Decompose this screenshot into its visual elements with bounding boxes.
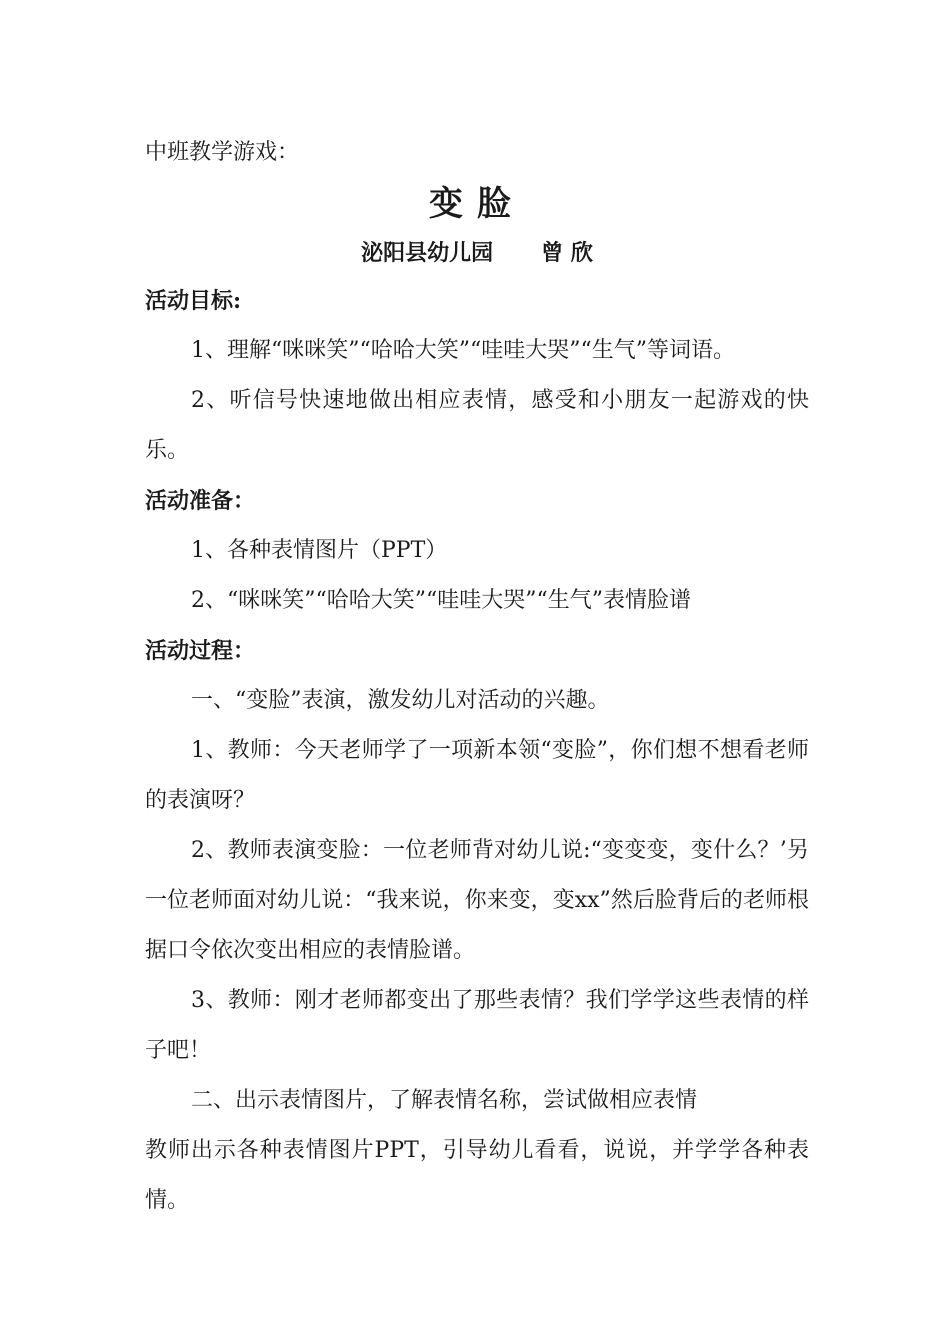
goals-paragraph-1: 1、理解“咪咪笑”“哈哈大笑”“哇哇大哭”“生气”等词语。 — [191, 338, 735, 363]
document-page — [145, 128, 809, 1226]
goals-paragraph-2: 2、听信号快速地做出相应表情，感受和小朋友一起游戏的快乐。 — [145, 388, 809, 463]
preparation-paragraph-1: 1、各种表情图片（PPT） — [191, 538, 448, 563]
process-paragraph-2: 1、教师：今天老师学了一项新本领“变脸”，你们想不想看老师的表演呀？ — [145, 738, 809, 813]
author-name: 曾 欣 — [541, 240, 593, 266]
document-pretitle: 中班教学游戏： — [145, 140, 300, 165]
process-paragraph-1: 一、“变脸”表演，激发幼儿对活动的兴趣。 — [191, 688, 610, 713]
author-organization: 泌阳县幼儿园 — [361, 240, 494, 266]
process-paragraph-6: 教师出示各种表情图片PPT，引导幼儿看看，说说，并学学各种表情。 — [145, 1138, 809, 1213]
section-heading-goals: 活动目标: — [145, 288, 242, 314]
process-paragraph-3: 2、教师表演变脸：一位老师背对幼儿说:“变变变，变什么？’另一位老师面对幼儿说：“我来说，你来变，变xx”然后脸背后的老师根据口令依次变出相应的表情脸谱。 — [145, 838, 809, 963]
preparation-paragraph-2: 2、“咪咪笑”“哈哈大笑”“哇哇大哭”“生气”表情脸谱 — [191, 588, 691, 613]
section-heading-preparation: 活动准备： — [145, 488, 256, 514]
document-title: 变脸 — [429, 184, 525, 224]
process-paragraph-4: 3、教师：刚才老师都变出了那些表情？我们学学这些表情的样子吧！ — [145, 988, 809, 1063]
process-paragraph-5: 二、出示表情图片，了解表情名称，尝试做相应表情 — [191, 1088, 698, 1113]
document-author — [145, 230, 809, 276]
section-heading-process: 活动过程： — [145, 638, 256, 664]
